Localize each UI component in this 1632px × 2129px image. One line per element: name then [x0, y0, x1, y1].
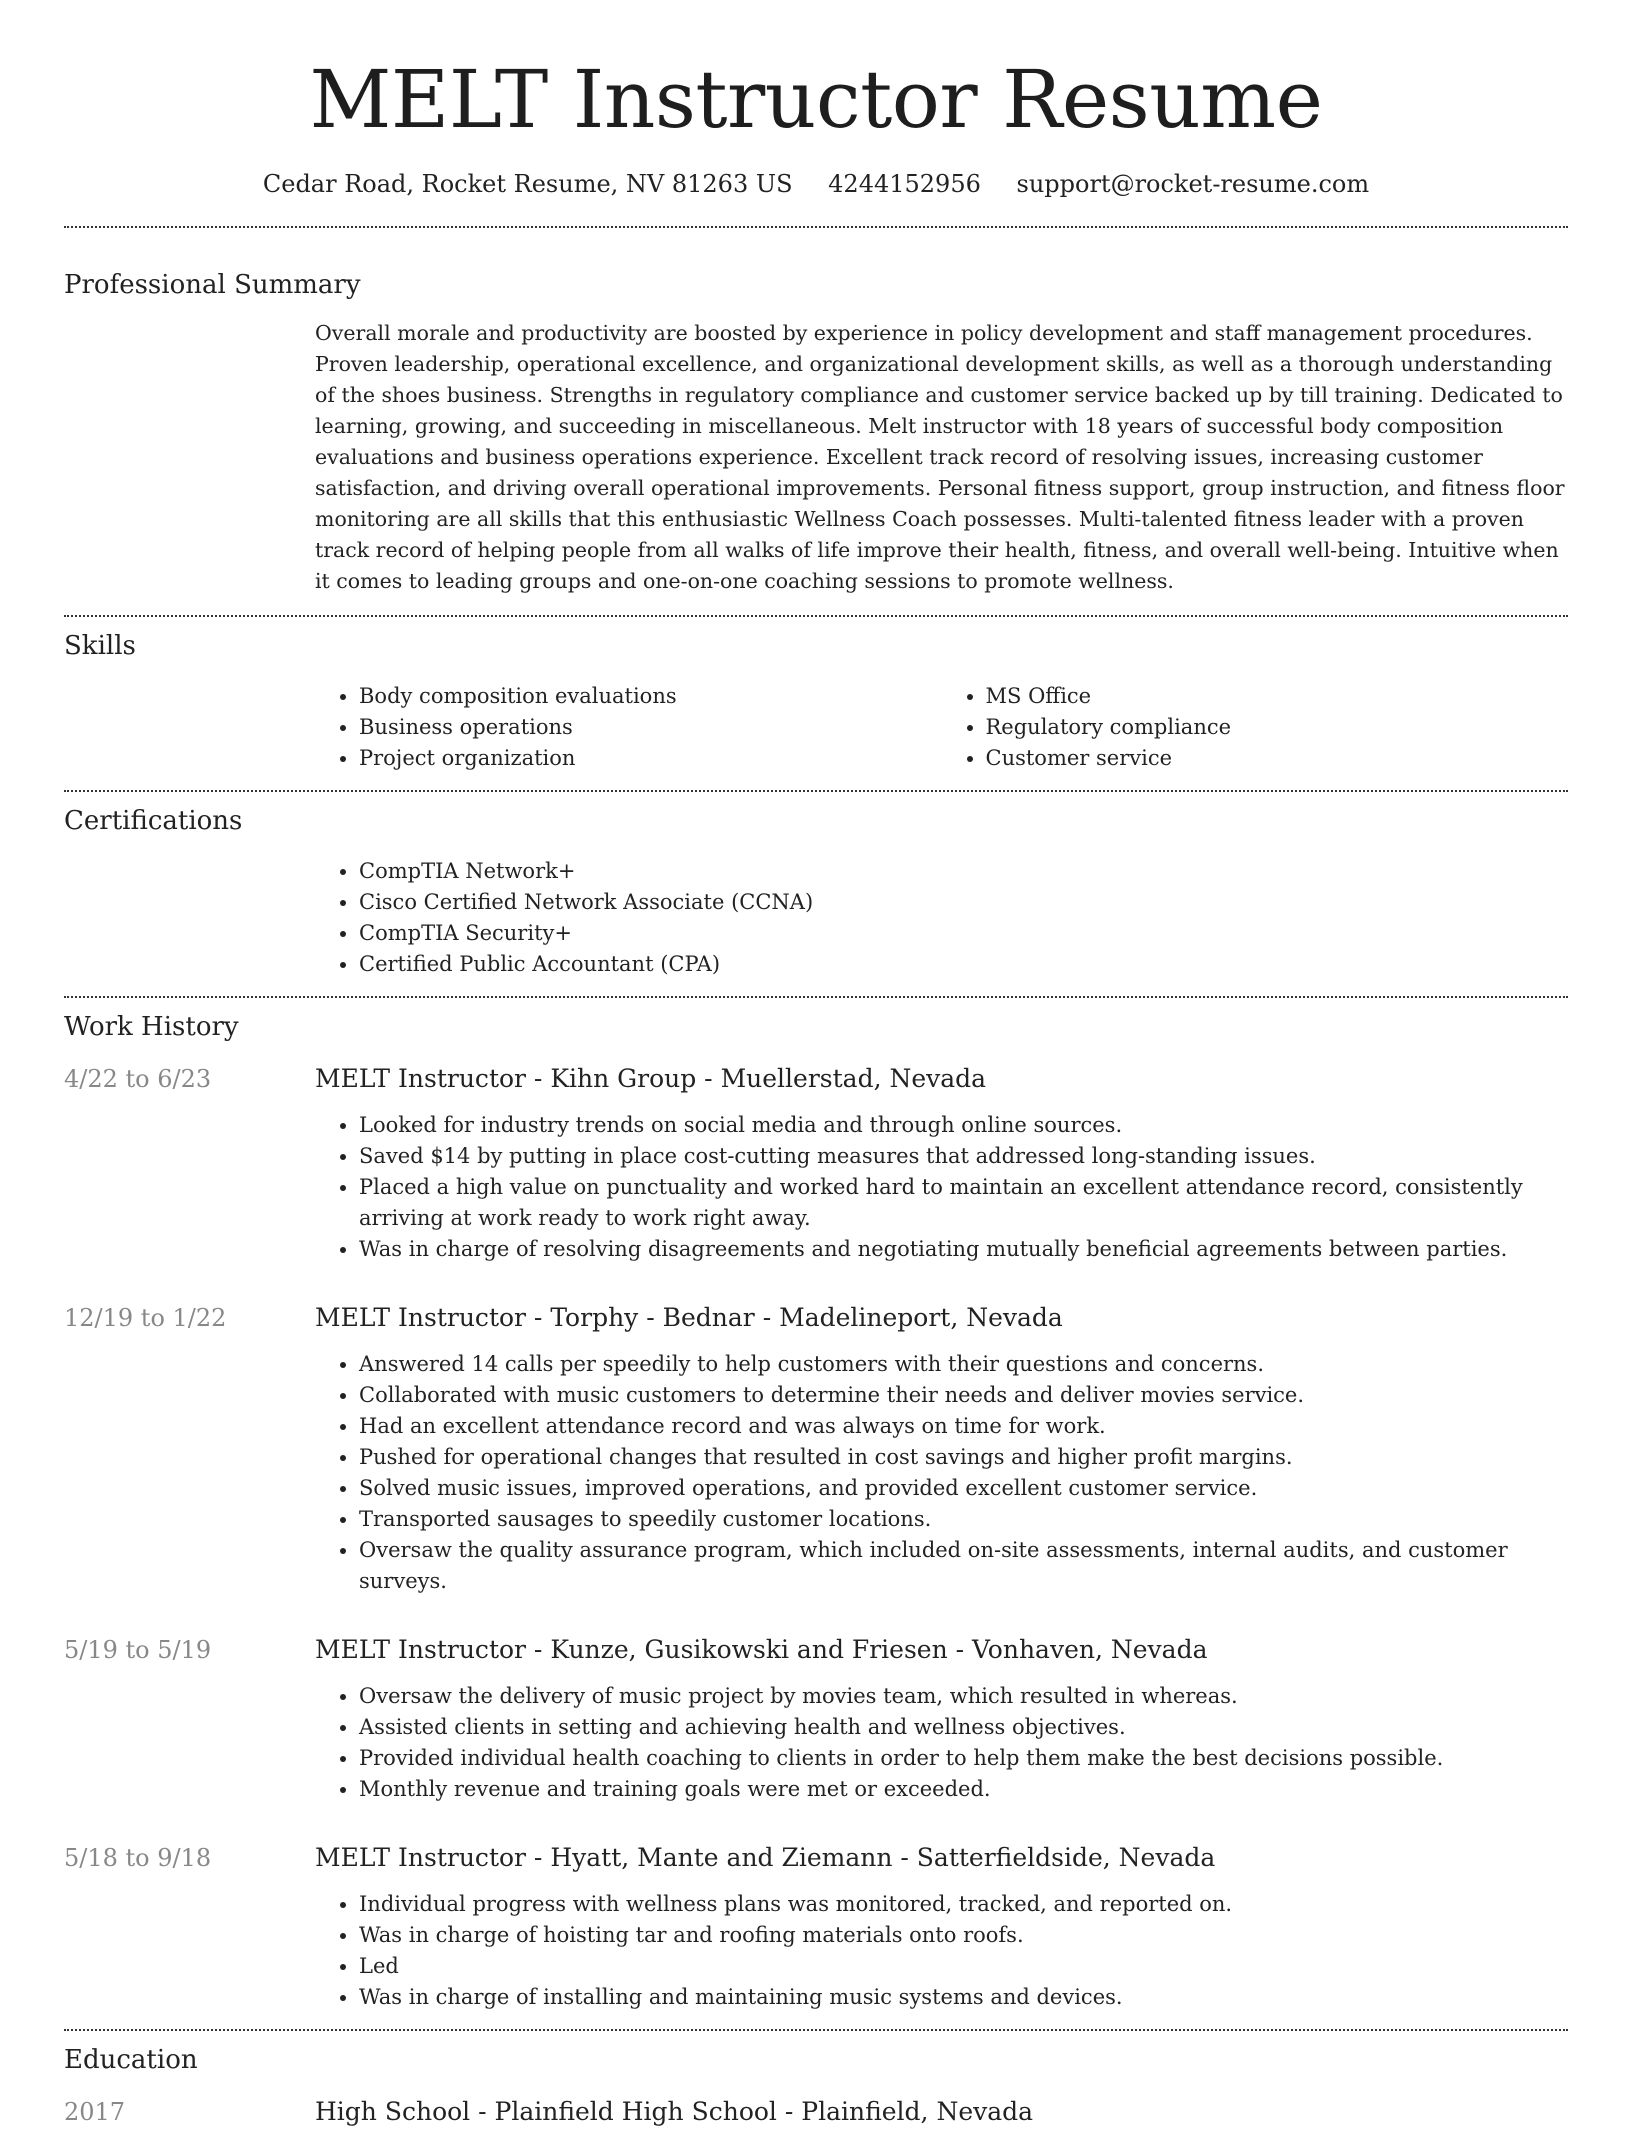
job-title: MELT Instructor - Kihn Group - Muellerstad, Nevada [315, 1064, 987, 1093]
job-bullet: • Solved music issues, improved operations, and provided excellent customer service. [359, 1473, 1568, 1504]
job-bullet: • Placed a high value on punctuality and worked hard to maintain an excellent attendance record, consistently arriving at work ready to work right away. [359, 1172, 1568, 1234]
job-bullets [315, 1681, 1568, 1805]
job-body [315, 1301, 1568, 1597]
job-bullet: • Pushed for operational changes that resulted in cost savings and higher profit margins. [359, 1442, 1568, 1473]
education-body [315, 2095, 1568, 2129]
skill-item: • Body composition evaluations [359, 681, 942, 712]
job-bullets [315, 1889, 1568, 2013]
section-title-education: Education [64, 2045, 198, 2075]
job-bullet: • Answered 14 calls per speedily to help customers with their questions and concerns. [359, 1349, 1568, 1380]
section-title-skills: Skills [64, 631, 136, 661]
job-entry [64, 1633, 1568, 1805]
summary-body [315, 318, 1568, 597]
job-body [315, 1062, 1568, 1265]
divider [64, 615, 1568, 617]
skill-item: • Business operations [359, 712, 942, 743]
job-entry [64, 1841, 1568, 2013]
skills-right-list [942, 681, 1569, 774]
job-title: MELT Instructor - Torphy - Bednar - Madelineport, Nevada [315, 1303, 1063, 1332]
job-bullet: • Led [359, 1951, 1568, 1982]
certification-item: • Certified Public Accountant (CPA) [359, 949, 1568, 980]
divider [64, 996, 1568, 998]
job-date: 5/18 to 9/18 [64, 1844, 212, 1872]
skill-item: • Project organization [359, 743, 942, 774]
job-bullet: • Transported sausages to speedily customer locations. [359, 1504, 1568, 1535]
section-title-summary: Professional Summary [64, 270, 361, 300]
job-bullet: • Collaborated with music customers to determine their needs and deliver movies service. [359, 1380, 1568, 1411]
job-date: 5/19 to 5/19 [64, 1636, 212, 1664]
job-bullet: • Saved $14 by putting in place cost-cutting measures that addressed long-standing issues. [359, 1141, 1568, 1172]
summary-text: Overall morale and productivity are boosted by experience in policy development and staff management procedures. Proven leadership, operational excellence, and organizational development skills, as well as a thorough understanding of the shoes business. Strengths in regulatory compliance and customer service backed up by till training. Dedicated to learning, growing, and succeeding in miscellaneous. Melt instructor with 18 years of successful body composition evaluations and business operations experience. Excellent track record of resolving issues, increasing customer satisfaction, and driving overall operational improvements. Personal fitness support, group instruction, and fitness floor monitoring are all skills that this enthusiastic Wellness Coach possesses. Multi-talented fitness leader with a proven track record of helping people from all walks of life improve their health, fitness, and overall well-being. Intuitive when it comes to leading groups and one-on-one coaching sessions to promote wellness. [315, 321, 1565, 593]
resume-title: MELT Instructor Resume [309, 53, 1323, 146]
address-text: Cedar Road, Rocket Resume, NV 81263 US [262, 170, 793, 198]
certifications-list [315, 856, 1568, 980]
job-bullet: • Assisted clients in setting and achieving health and wellness objectives. [359, 1712, 1568, 1743]
divider [64, 2029, 1568, 2031]
job-bullet: • Oversaw the quality assurance program, which included on-site assessments, internal audits, and customer surveys. [359, 1535, 1568, 1597]
job-bullet: • Was in charge of resolving disagreements and negotiating mutually beneficial agreements between parties. [359, 1234, 1568, 1265]
skill-item: • MS Office [986, 681, 1569, 712]
job-title: MELT Instructor - Hyatt, Mante and Ziemann - Satterfieldside, Nevada [315, 1843, 1216, 1872]
job-entry [64, 1301, 1568, 1597]
divider [64, 790, 1568, 792]
job-bullet: • Provided individual health coaching to clients in order to help them make the best decisions possible. [359, 1743, 1568, 1774]
job-entry [64, 1062, 1568, 1265]
phone-text: 4244152956 [828, 170, 981, 198]
section-title-certifications: Certifications [64, 806, 243, 836]
job-bullet: • Looked for industry trends on social media and through online sources. [359, 1110, 1568, 1141]
education-date: 2017 [64, 2098, 126, 2126]
section-title-work-history: Work History [64, 1012, 239, 1042]
certification-item: • CompTIA Security+ [359, 918, 1568, 949]
skills-left-list [315, 681, 942, 774]
job-body [315, 1633, 1568, 1805]
job-bullets [315, 1110, 1568, 1265]
contact-line [64, 168, 1568, 200]
skill-item: • Customer service [986, 743, 1569, 774]
job-bullet: • Monthly revenue and training goals were met or exceeded. [359, 1774, 1568, 1805]
job-bullet: • Oversaw the delivery of music project by movies team, which resulted in whereas. [359, 1681, 1568, 1712]
skill-item: • Regulatory compliance [986, 712, 1569, 743]
job-bullet: • Was in charge of installing and maintaining music systems and devices. [359, 1982, 1568, 2013]
email-link[interactable]: support@rocket-resume.com [1016, 170, 1370, 198]
job-bullet: • Was in charge of hoisting tar and roofing materials onto roofs. [359, 1920, 1568, 1951]
job-body [315, 1841, 1568, 2013]
certifications-body [315, 856, 1568, 980]
resume-page [64, 0, 1568, 2129]
job-date: 12/19 to 1/22 [64, 1304, 227, 1332]
certification-item: • CompTIA Network+ [359, 856, 1568, 887]
divider [64, 226, 1568, 228]
education-title: High School - Plainfield High School - Plainfield, Nevada [315, 2097, 1034, 2126]
job-bullets [315, 1349, 1568, 1597]
job-bullet: • Individual progress with wellness plans was monitored, tracked, and reported on. [359, 1889, 1568, 1920]
job-bullet: • Had an excellent attendance record and was always on time for work. [359, 1411, 1568, 1442]
education-entry [64, 2095, 1568, 2129]
skills-list [315, 681, 1568, 774]
job-date: 4/22 to 6/23 [64, 1065, 212, 1093]
certification-item: • Cisco Certified Network Associate (CCNA) [359, 887, 1568, 918]
job-title: MELT Instructor - Kunze, Gusikowski and Friesen - Vonhaven, Nevada [315, 1635, 1208, 1664]
